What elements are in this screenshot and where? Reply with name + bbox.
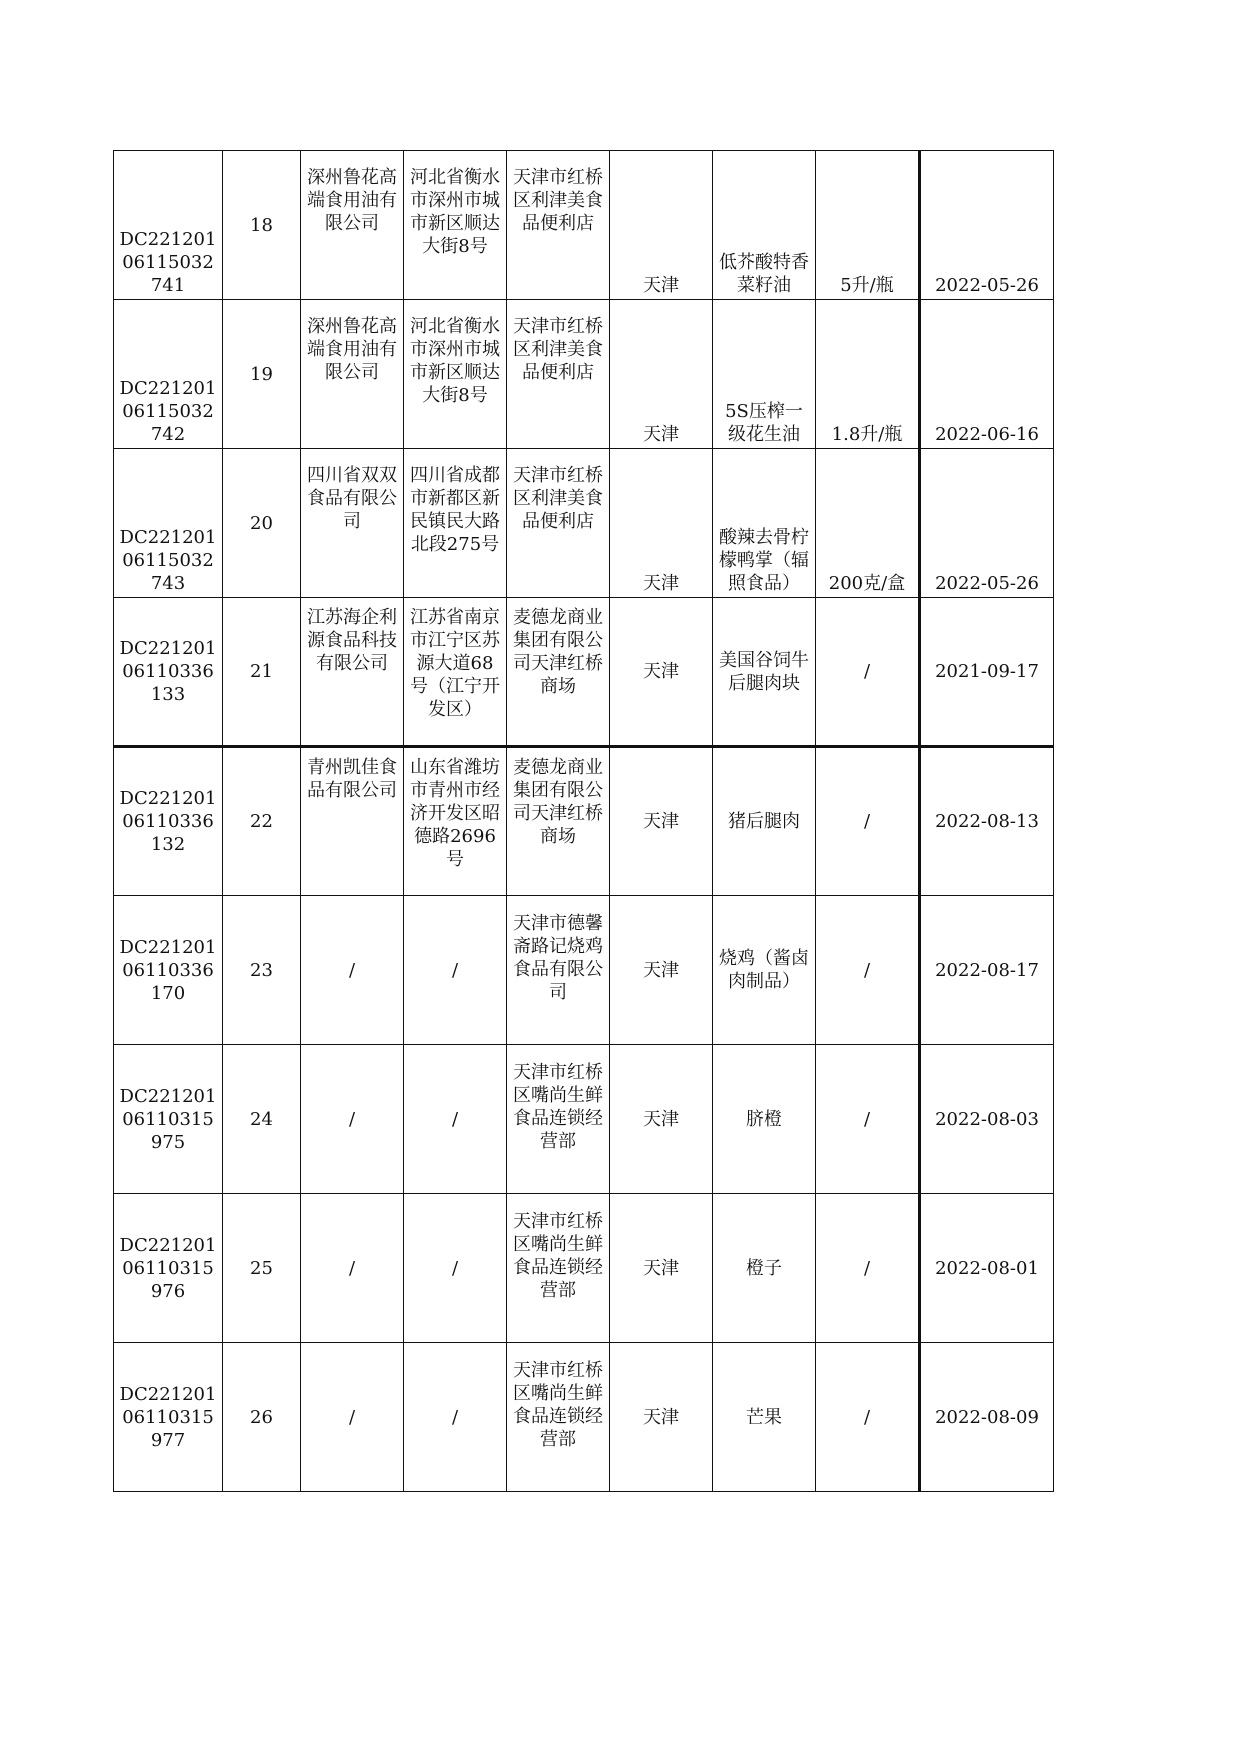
- specification-cell: 1.8升/瓶: [816, 300, 920, 449]
- product-name-cell: 5S压榨一级花生油: [713, 300, 816, 449]
- producer-name-cell: 江苏海企利源食品科技有限公司: [301, 598, 404, 747]
- product-name-cell: 酸辣去骨柠檬鸭掌（辐照食品）: [713, 449, 816, 598]
- producer-name-cell: 深州鲁花高端食用油有限公司: [301, 151, 404, 300]
- region-cell: 天津: [610, 598, 713, 747]
- sample-code-cell: DC22120106110336170: [114, 896, 223, 1045]
- producer-address-cell: 河北省衡水市深州市城市新区顺达大街8号: [404, 300, 507, 449]
- producer-address-cell: 河北省衡水市深州市城市新区顺达大街8号: [404, 151, 507, 300]
- producer-address-cell: /: [404, 1194, 507, 1343]
- seller-name-cell: 天津市红桥区嘴尚生鲜食品连锁经营部: [507, 1194, 610, 1343]
- row-number-cell: 23: [223, 896, 301, 1045]
- specification-cell: /: [816, 1045, 920, 1194]
- seller-name-cell: 天津市德馨斋路记烧鸡食品有限公司: [507, 896, 610, 1045]
- sample-code-cell: DC22120106115032743: [114, 449, 223, 598]
- product-name-cell: 脐橙: [713, 1045, 816, 1194]
- row-number-cell: 19: [223, 300, 301, 449]
- producer-name-cell: /: [301, 1343, 404, 1492]
- producer-name-cell: /: [301, 1045, 404, 1194]
- specification-cell: /: [816, 896, 920, 1045]
- producer-address-cell: /: [404, 896, 507, 1045]
- seller-name-cell: 麦德龙商业集团有限公司天津红桥商场: [507, 598, 610, 747]
- table-row: [114, 300, 1054, 449]
- production-date-cell: 2021-09-17: [920, 598, 1054, 747]
- region-cell: 天津: [610, 1045, 713, 1194]
- region-cell: 天津: [610, 896, 713, 1045]
- sample-code-cell: DC22120106110315977: [114, 1343, 223, 1492]
- sample-code-cell: DC22120106110315975: [114, 1045, 223, 1194]
- production-date-cell: 2022-08-03: [920, 1045, 1054, 1194]
- producer-name-cell: /: [301, 1194, 404, 1343]
- product-name-cell: 橙子: [713, 1194, 816, 1343]
- producer-address-cell: /: [404, 1343, 507, 1492]
- sample-code-cell: DC22120106110315976: [114, 1194, 223, 1343]
- producer-name-cell: 青州凯佳食品有限公司: [301, 747, 404, 896]
- producer-address-cell: 四川省成都市新都区新民镇民大路北段275号: [404, 449, 507, 598]
- region-cell: 天津: [610, 151, 713, 300]
- row-number-cell: 24: [223, 1045, 301, 1194]
- production-date-cell: 2022-05-26: [920, 151, 1054, 300]
- specification-cell: /: [816, 1343, 920, 1492]
- specification-cell: /: [816, 1194, 920, 1343]
- region-cell: 天津: [610, 449, 713, 598]
- production-date-cell: 2022-08-01: [920, 1194, 1054, 1343]
- product-name-cell: 烧鸡（酱卤肉制品）: [713, 896, 816, 1045]
- table-row: [114, 449, 1054, 598]
- row-number-cell: 25: [223, 1194, 301, 1343]
- product-name-cell: 猪后腿肉: [713, 747, 816, 896]
- production-date-cell: 2022-08-09: [920, 1343, 1054, 1492]
- producer-address-cell: 山东省潍坊市青州市经济开发区昭德路2696号: [404, 747, 507, 896]
- production-date-cell: 2022-08-17: [920, 896, 1054, 1045]
- seller-name-cell: 麦德龙商业集团有限公司天津红桥商场: [507, 747, 610, 896]
- region-cell: 天津: [610, 1343, 713, 1492]
- table-row: [114, 896, 1054, 1045]
- product-name-cell: 美国谷饲牛后腿肉块: [713, 598, 816, 747]
- producer-address-cell: /: [404, 1045, 507, 1194]
- specification-cell: /: [816, 747, 920, 896]
- producer-address-cell: 江苏省南京市江宁区苏源大道68号（江宁开发区）: [404, 598, 507, 747]
- production-date-cell: 2022-05-26: [920, 449, 1054, 598]
- table-row: [114, 1194, 1054, 1343]
- production-date-cell: 2022-08-13: [920, 747, 1054, 896]
- seller-name-cell: 天津市红桥区嘴尚生鲜食品连锁经营部: [507, 1343, 610, 1492]
- table-row: [114, 747, 1054, 896]
- region-cell: 天津: [610, 1194, 713, 1343]
- sampling-table: [113, 150, 1054, 1492]
- specification-cell: /: [816, 598, 920, 747]
- seller-name-cell: 天津市红桥区利津美食品便利店: [507, 300, 610, 449]
- sample-code-cell: DC22120106110336133: [114, 598, 223, 747]
- producer-name-cell: 四川省双双食品有限公司: [301, 449, 404, 598]
- region-cell: 天津: [610, 747, 713, 896]
- sample-code-cell: DC22120106115032741: [114, 151, 223, 300]
- seller-name-cell: 天津市红桥区嘴尚生鲜食品连锁经营部: [507, 1045, 610, 1194]
- seller-name-cell: 天津市红桥区利津美食品便利店: [507, 449, 610, 598]
- table-row: [114, 598, 1054, 747]
- table-row: [114, 151, 1054, 300]
- sample-code-cell: DC22120106110336132: [114, 747, 223, 896]
- row-number-cell: 26: [223, 1343, 301, 1492]
- production-date-cell: 2022-06-16: [920, 300, 1054, 449]
- sample-code-cell: DC22120106115032742: [114, 300, 223, 449]
- row-number-cell: 18: [223, 151, 301, 300]
- row-number-cell: 21: [223, 598, 301, 747]
- row-number-cell: 22: [223, 747, 301, 896]
- row-number-cell: 20: [223, 449, 301, 598]
- region-cell: 天津: [610, 300, 713, 449]
- table-row: [114, 1343, 1054, 1492]
- table-row: [114, 1045, 1054, 1194]
- producer-name-cell: 深州鲁花高端食用油有限公司: [301, 300, 404, 449]
- product-name-cell: 低芥酸特香菜籽油: [713, 151, 816, 300]
- product-name-cell: 芒果: [713, 1343, 816, 1492]
- specification-cell: 5升/瓶: [816, 151, 920, 300]
- sampling-table-sheet: [113, 150, 1054, 1492]
- seller-name-cell: 天津市红桥区利津美食品便利店: [507, 151, 610, 300]
- specification-cell: 200克/盒: [816, 449, 920, 598]
- producer-name-cell: /: [301, 896, 404, 1045]
